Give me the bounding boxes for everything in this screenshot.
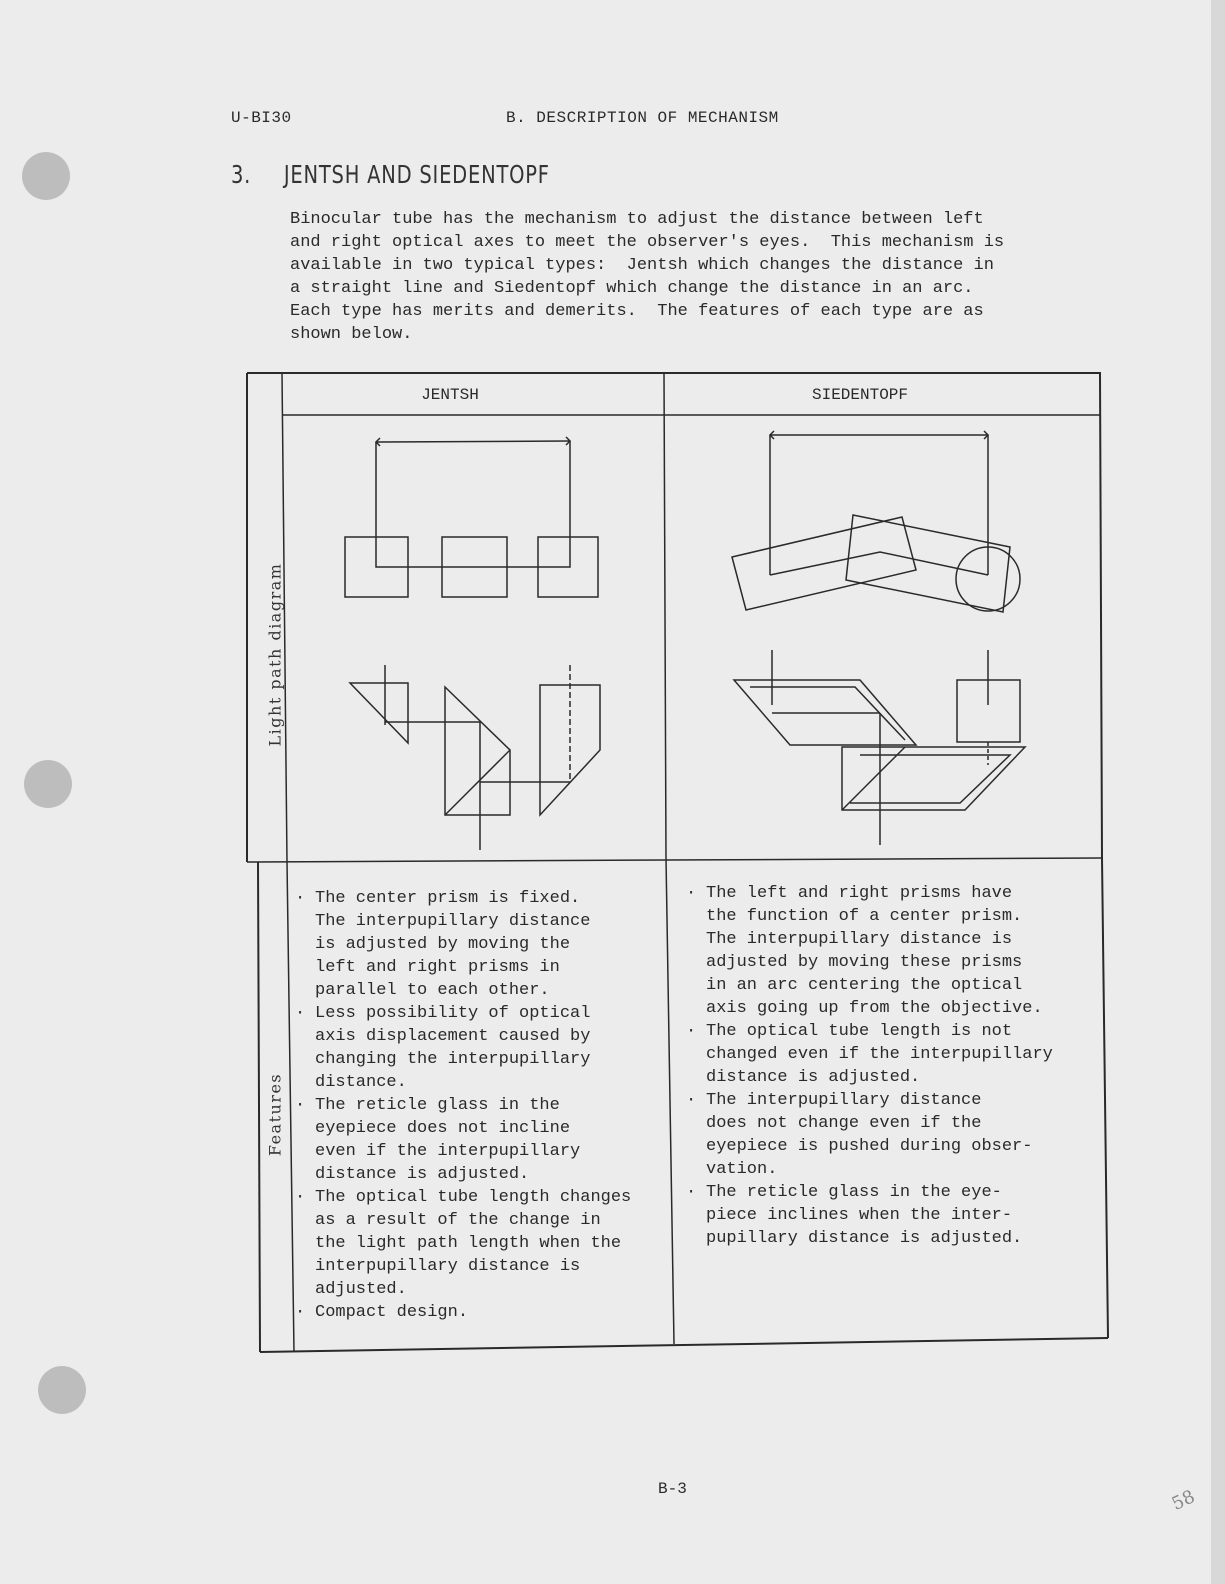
- siedentopf-right-prism-top: [846, 515, 1010, 612]
- siedentopf-center-diagonal: [842, 747, 905, 810]
- jentsh-ipd-dimension-line: [376, 441, 570, 442]
- heading-title: JENTSH AND SIEDENTOPF: [283, 160, 550, 189]
- jentsh-center-prism-side: [445, 687, 510, 815]
- list-item: · The center prism is fixed. The interpupillary distance is adjusted by moving the left and right prisms in parallel to each other.: [293, 887, 631, 1002]
- section-title: B. DESCRIPTION OF MECHANISM: [506, 109, 779, 127]
- list-item: · The reticle glass in the eyepiece does not incline even if the interpupillary distance is adjusted.: [293, 1094, 631, 1186]
- doc-code: U-BI30: [231, 109, 292, 127]
- column-header-siedentopf: SIEDENTOPF: [811, 386, 908, 404]
- intro-line: shown below.: [290, 325, 413, 344]
- handwritten-note: 58: [1168, 1486, 1199, 1515]
- jentsh-left-prism-side: [350, 683, 408, 743]
- row-label-light-path: Light path diagram: [265, 562, 285, 747]
- list-item: · The interpupillary distance does not change even if the eyepiece is pushed during obser- vation.: [684, 1089, 1053, 1181]
- intro-line: and right optical axes to meet the observer's eyes. This mechanism is: [290, 233, 1005, 252]
- intro-line: Each type has merits and demerits. The features of each type are as: [290, 302, 984, 321]
- intro-line: available in two typical types: Jentsh which changes the distance in: [290, 256, 994, 275]
- jentsh-light-path-diagram: [330, 425, 620, 855]
- jentsh-path-top: [376, 565, 570, 567]
- list-item: · Compact design.: [293, 1301, 631, 1324]
- intro-line: a straight line and Siedentopf which change the distance in an arc.: [290, 279, 974, 298]
- intro-line: Binocular tube has the mechanism to adjust the distance between left: [290, 210, 984, 229]
- page-number: B-3: [658, 1480, 687, 1498]
- list-item: · Less possibility of optical axis displacement caused by changing the interpupillary distance.: [293, 1002, 631, 1094]
- row-label-features: Features: [265, 1072, 285, 1157]
- jentsh-features-list: [293, 887, 631, 1324]
- list-item: · The optical tube length is not changed even if the interpupillary distance is adjusted.: [684, 1020, 1053, 1089]
- list-item: · The left and right prisms have the function of a center prism. The interpupillary distance is adjusted by moving these prisms in an arc centering the optical axis going up from the objective.: [684, 882, 1053, 1020]
- siedentopf-path-top: [770, 552, 988, 575]
- list-item: · The optical tube length changes as a result of the change in the light path length when the interpupillary distance is adjusted.: [293, 1186, 631, 1301]
- siedentopf-center-prism-side: [842, 747, 1025, 810]
- list-item: · The reticle glass in the eye- piece inclines when the inter- pupillary distance is adjusted.: [684, 1181, 1053, 1250]
- siedentopf-light-path-diagram: [720, 425, 1040, 855]
- column-header-jentsh: JENTSH: [421, 386, 479, 404]
- heading-number: 3.: [231, 160, 252, 189]
- siedentopf-features-list: [684, 882, 1053, 1250]
